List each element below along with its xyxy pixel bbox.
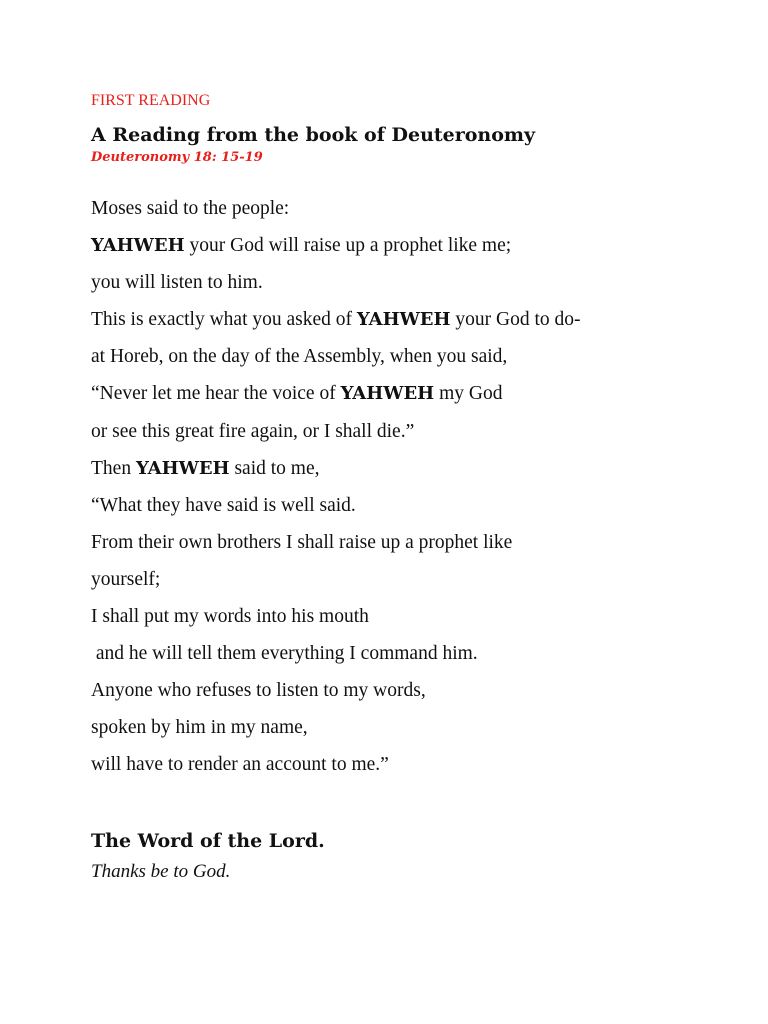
verse-text: said to me, — [229, 457, 320, 479]
verse-line — [91, 524, 581, 561]
reading-label: FIRST READING — [91, 92, 211, 109]
closing-acclamation: The Word of the Lord. — [91, 830, 325, 852]
verse-text: at Horeb, on the day of the Assembly, when you said, — [91, 346, 508, 368]
verse-line — [91, 598, 581, 635]
verse-line — [91, 561, 581, 598]
verse-text: Then — [91, 457, 136, 479]
verse-text: “Never let me hear the voice of — [91, 383, 341, 405]
verse-text: will have to render an account to me.” — [91, 754, 389, 776]
verse-text: Anyone who refuses to listen to my words, — [91, 680, 426, 702]
divine-name: YAHWEH — [356, 309, 451, 331]
verse-line — [91, 301, 581, 338]
verse-line — [91, 413, 581, 450]
verse-text: you will listen to him. — [91, 272, 263, 294]
divine-name: YAHWEH — [135, 457, 230, 479]
verse-line — [91, 338, 581, 375]
divine-name: YAHWEH — [340, 383, 435, 405]
congregation-response: Thanks be to God. — [91, 861, 231, 882]
divine-name: YAHWEH — [91, 235, 185, 257]
verse-line — [91, 375, 581, 412]
reading-text — [91, 190, 581, 784]
verse-line — [91, 450, 581, 487]
verse-text: your God to do- — [450, 309, 581, 331]
verse-line — [91, 264, 581, 301]
verse-line — [91, 227, 581, 264]
scripture-citation: Deuteronomy 18: 15-19 — [91, 150, 263, 165]
verse-text: yourself; — [91, 568, 161, 590]
verse-text: I shall put my words into his mouth — [91, 606, 369, 628]
reading-title: A Reading from the book of Deuteronomy — [91, 124, 536, 146]
verse-line — [91, 709, 581, 746]
verse-text: or see this great fire again, or I shall die.” — [91, 420, 415, 442]
verse-text: From their own brothers I shall raise up a prophet like — [91, 531, 513, 553]
verse-line — [91, 746, 581, 783]
verse-text: my God — [434, 383, 503, 405]
verse-line — [91, 672, 581, 709]
verse-line — [91, 487, 581, 524]
verse-text: Moses said to the people: — [91, 198, 290, 219]
verse-text: “What they have said is well said. — [91, 494, 356, 516]
verse-text: spoken by him in my name, — [91, 717, 308, 739]
verse-line — [91, 190, 581, 227]
verse-line — [91, 635, 581, 672]
verse-text: This is exactly what you asked of — [91, 309, 357, 331]
verse-text: your God will raise up a prophet like me; — [184, 235, 512, 257]
verse-text: and he will tell them everything I command him. — [91, 643, 478, 665]
